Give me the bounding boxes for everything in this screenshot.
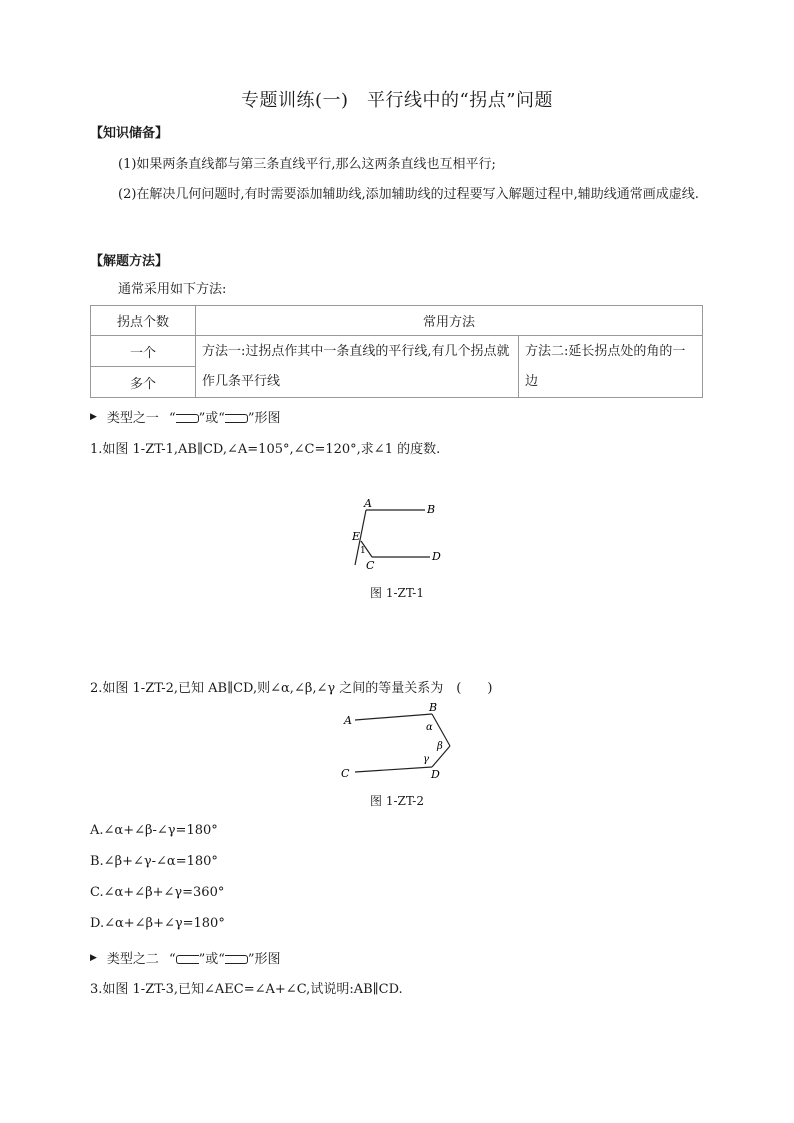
table-cell-row-label: 多个: [91, 367, 196, 398]
type-2-heading: [90, 948, 281, 967]
option-c: C.∠α+∠β+∠γ=360°: [90, 885, 225, 900]
fig2-label-alpha: α: [426, 722, 433, 733]
table-cell-method-2: 方法二:延长拐点处的角的一边: [519, 336, 703, 398]
fig1-label-a: A: [364, 497, 372, 510]
shape-bracket-icon: [176, 414, 199, 423]
section-knowledge-heading: 【知识储备】: [90, 126, 169, 141]
table-header-row: [91, 306, 703, 336]
fig1-label-b: B: [427, 503, 436, 516]
page-title: 专题训练(一) 平行线中的“拐点”问题: [241, 90, 553, 111]
method-intro: 通常采用如下方法:: [118, 282, 227, 297]
fig2-label-a: A: [344, 714, 352, 727]
fig1-label-angle-1: 1: [360, 546, 366, 556]
fig2-label-c: C: [341, 767, 350, 780]
section-method-heading: 【解题方法】: [90, 254, 169, 269]
table-cell-row-label: 一个: [91, 336, 196, 367]
shape-bracket-icon: [225, 414, 248, 423]
fig1-label-e: E: [352, 530, 361, 543]
type-2-prefix: 类型之二: [106, 952, 159, 967]
table-cell-method-1: 方法一:过拐点作其中一条直线的平行线,有几个拐点就作几条平行线: [196, 336, 519, 398]
triangle-bullet-icon: ▶: [90, 952, 97, 963]
fig2-label-d: D: [431, 768, 440, 781]
question-1: 1.如图 1-ZT-1,AB∥CD,∠A=105°,∠C=120°,求∠1 的度数.: [90, 442, 441, 457]
question-2: 2.如图 1-ZT-2,已知 AB∥CD,则∠α,∠β,∠γ 之间的等量关系为 ( ): [90, 681, 493, 696]
option-d: D.∠α+∠β+∠γ=180°: [90, 916, 225, 931]
figure-2-caption: 图 1-ZT-2: [370, 794, 424, 808]
fig1-label-c: C: [366, 559, 375, 572]
type-2-shapes: “ ”或“ ”形图: [168, 952, 281, 967]
table-header-cell: 拐点个数: [91, 306, 196, 336]
fig2-label-gamma: γ: [423, 754, 429, 765]
fig1-label-d: D: [432, 550, 441, 563]
knowledge-item-2: (2)在解决几何问题时,有时需要添加辅助线,添加辅助线的过程要写入解题过程中,辅助线通常画成虚线.: [118, 187, 699, 202]
fig2-label-beta: β: [437, 741, 443, 752]
type-1-prefix: 类型之一: [106, 411, 159, 426]
option-b: B.∠β+∠γ-∠α=180°: [90, 854, 218, 869]
option-a: A.∠α+∠β-∠γ=180°: [90, 823, 218, 838]
fig2-label-b: B: [429, 702, 438, 714]
knowledge-item-1: (1)如果两条直线都与第三条直线平行,那么这两条直线也互相平行;: [118, 157, 496, 172]
shape-bracket-icon: [225, 955, 248, 964]
triangle-bullet-icon: ▶: [90, 411, 97, 422]
shape-bracket-icon: [176, 955, 199, 964]
type-1-shapes: “ ”或“ ”形图: [168, 411, 281, 426]
table-row: [91, 336, 703, 367]
figure-2-diagram: [340, 702, 460, 782]
method-table: [90, 305, 703, 398]
type-1-heading: [90, 407, 281, 426]
table-header-cell: 常用方法: [196, 306, 703, 336]
question-3: 3.如图 1-ZT-3,已知∠AEC=∠A+∠C,试说明:AB∥CD.: [90, 982, 403, 997]
figure-1-diagram: [340, 495, 450, 575]
figure-1-caption: 图 1-ZT-1: [370, 586, 424, 600]
